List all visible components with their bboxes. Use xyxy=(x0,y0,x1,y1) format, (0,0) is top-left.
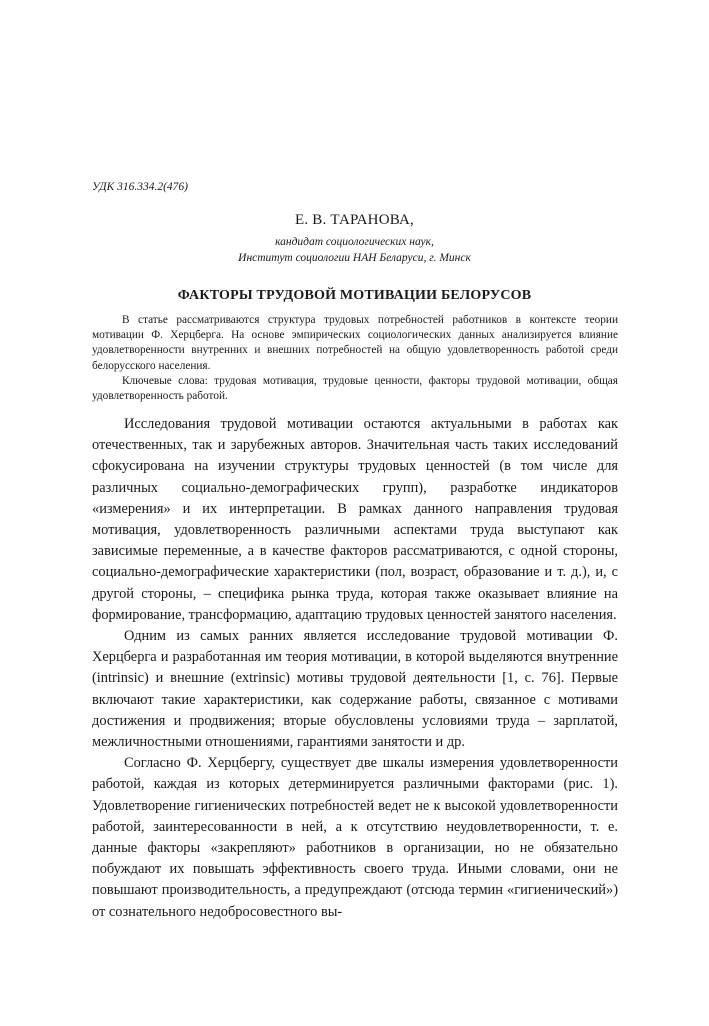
article-body xyxy=(92,414,618,923)
keywords: Ключевые слова: трудовая мотивация, трудовые ценности, факторы трудовой мотивации, общая удовлетворенность работой. xyxy=(92,374,618,403)
abstract-text: В статье рассматриваются структура трудовых потребностей работников в контексте теории мотивации Ф. Херцберга. На основе эмпирических социологических данных анализируется влияние удовлетворенности внутренних и внешних потребностей на общую удовлетворенность работой среди белорусского населения. xyxy=(92,314,618,372)
paragraph-2: Одним из самых ранних является исследование трудовой мотивации Ф. Херцберга и разработанная им теория мотивации, в которой выделяются внутренние (intrinsic) и внешние (extrinsic) мотивы трудовой деятельности [1, с. 76]. Первые включают такие характеристики, как содержание работы, связанное с мотивами достижения и продвижения; вторые обусловлены условиями труда – зарплатой, межличностными отношениями, гарантиями занятости и др. xyxy=(92,628,618,751)
udk-code: УДК 316.334.2(476) xyxy=(92,181,189,193)
author-institution: Институт социологии НАН Беларуси, г. Минск xyxy=(238,252,471,264)
author-name: Е. В. ТАРАНОВА, xyxy=(295,212,414,228)
article-title: ФАКТОРЫ ТРУДОВОЙ МОТИВАЦИИ БЕЛОРУСОВ xyxy=(177,288,532,303)
author-degree: кандидат социологических наук, xyxy=(275,236,434,248)
paragraph-3: Согласно Ф. Херцбергу, существует две шкалы измерения удовлетворенности работой, каждая из которых детерминируется различными факторами (рис. 1). Удовлетворение гигиенических потребностей ведет не к высокой удовлетворенности работой, заинтересованности в ней, а к отсутствию неудовлетворенности, т. е. данные факторы «закрепляют» работников в организации, но не обязательно побуждают их повышать эффективность своего труда. Иными словами, они не повышают производительность, а предупреждают (отсюда термин «гигиенический») от сознательного недобросовестного вы- xyxy=(92,755,618,920)
paragraph-1: Исследования трудовой мотивации остаются актуальными в работах как отечественных, так и зарубежных авторов. Значительная часть таких исследований сфокусирована на изучении структуры трудовых ценностей (в том числе для различных социально-демографических групп), разработке индикаторов «измерения» и их интерпретации. В рамках данного направления трудовая мотивация, удовлетворенность различными аспектами труда выступают как зависимые переменные, а в качестве факторов рассматриваются, с одной стороны, социально-демографические характеристики (пол, возраст, образование и т. д.), и, с другой стороны, – специфика рынка труда, которая также оказывает влияние на формирование, трансформацию, адаптацию трудовых ценностей занятого населения. xyxy=(92,416,618,623)
abstract xyxy=(92,313,618,404)
